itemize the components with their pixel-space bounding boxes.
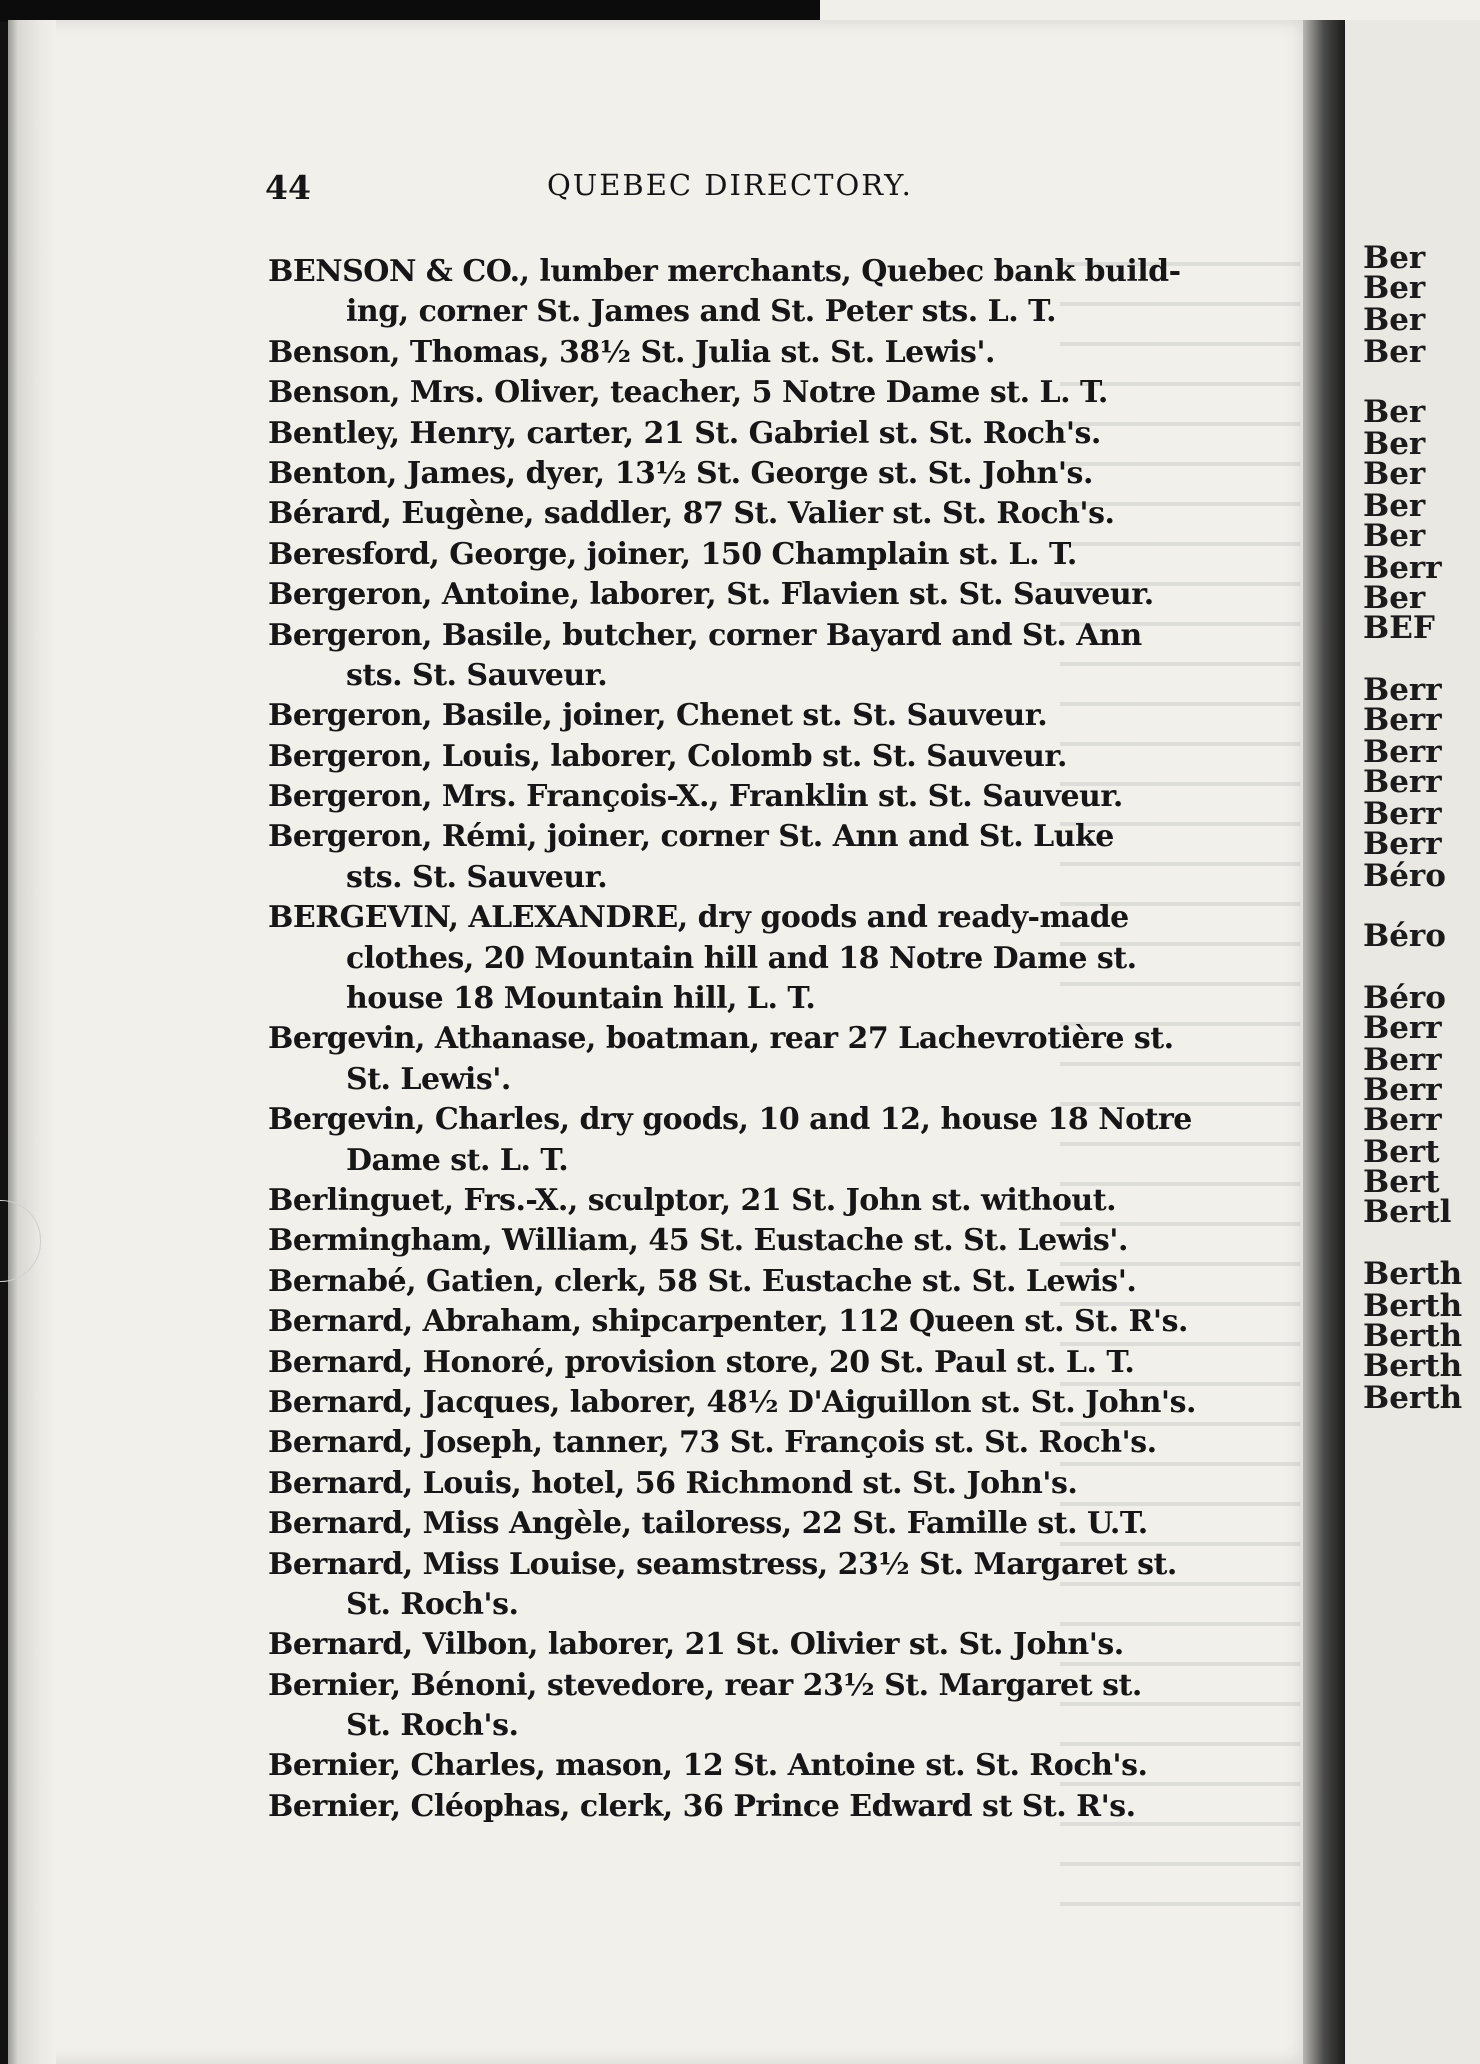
directory-entry — [268, 777, 1238, 817]
directory-entry — [268, 575, 1238, 615]
entry-line: Bernard, Louis, hotel, 56 Richmond st. St. John's. — [268, 1465, 1078, 1501]
entry-line: Bergeron, Antoine, laborer, St. Flavien st. St. Sauveur. — [268, 577, 1154, 613]
directory-entry — [268, 1504, 1238, 1544]
entry-line: Bermingham, William, 45 St. Eustache st. St. Lewis'. — [268, 1223, 1128, 1259]
adjacent-page — [1345, 20, 1480, 2064]
entry-line: Bernard, Miss Louise, seamstress, 23½ St. Margaret st. — [268, 1546, 1177, 1582]
entry-line: Benson, Thomas, 38½ St. Julia st. St. Lewis'. — [268, 334, 996, 370]
adjacent-page-fragment: Berth — [1363, 1318, 1463, 1354]
entry-line: Bergeron, Louis, laborer, Colomb st. St. Sauveur. — [268, 738, 1067, 774]
entry-continuation-line: St. Lewis'. — [346, 1061, 511, 1097]
entry-line: Benson, Mrs. Oliver, teacher, 5 Notre Dame st. L. T. — [268, 375, 1108, 411]
entry-line: Bernard, Honoré, provision store, 20 St. Paul st. L. T. — [268, 1344, 1135, 1380]
entry-continuation-line: house 18 Mountain hill, L. T. — [346, 981, 816, 1017]
entry-line: BENSON & CO., lumber merchants, Quebec bank build- — [268, 254, 1181, 289]
entry-continuation-line: sts. St. Sauveur. — [346, 657, 608, 693]
entry-line: Bergevin, Athanase, boatman, rear 27 Lachevrotière st. — [268, 1021, 1174, 1057]
entry-continuation-line: ing, corner St. James and St. Peter sts. L. T. — [346, 294, 1057, 330]
directory-entry — [268, 1625, 1238, 1665]
directory-entry — [268, 1100, 1238, 1181]
adjacent-page-fragment: Ber — [1363, 488, 1426, 524]
adjacent-page-fragment: Berr — [1363, 764, 1442, 800]
adjacent-page-fragment: Berth — [1363, 1380, 1463, 1416]
page-number: 44 — [265, 168, 311, 207]
entry-line: Bernard, Vilbon, laborer, 21 St. Olivier st. St. John's. — [268, 1627, 1124, 1663]
directory-entry — [268, 1746, 1238, 1786]
directory-entry — [268, 1262, 1238, 1302]
directory-entry — [268, 1787, 1238, 1827]
directory-entry — [268, 1221, 1238, 1261]
adjacent-page-fragment: Berth — [1363, 1256, 1463, 1292]
entry-line: Bernabé, Gatien, clerk, 58 St. Eustache st. St. Lewis'. — [268, 1263, 1137, 1299]
entry-line: Bergeron, Basile, joiner, Chenet st. St. Sauveur. — [268, 698, 1048, 734]
entry-line: Berlinguet, Frs.-X., sculptor, 21 St. John st. without. — [268, 1182, 1117, 1218]
entry-continuation-line: sts. St. Sauveur. — [346, 859, 608, 895]
entry-line: Bergeron, Mrs. François-X., Franklin st. St. Sauveur. — [268, 779, 1123, 815]
directory-entry — [268, 616, 1238, 697]
entry-continuation-line: clothes, 20 Mountain hill and 18 Notre Dame st. — [346, 940, 1137, 976]
directory-entry — [268, 252, 1238, 333]
directory-entry — [268, 1181, 1238, 1221]
entry-line: Bernard, Miss Angèle, tailoress, 22 St. Famille st. U.T. — [268, 1506, 1148, 1542]
adjacent-page-fragment: Berr — [1363, 672, 1442, 708]
adjacent-page-fragment: Berr — [1363, 702, 1442, 738]
directory-entry — [268, 494, 1238, 534]
entry-continuation-line: St. Roch's. — [346, 1708, 519, 1744]
entry-line: Bernier, Cléophas, clerk, 36 Prince Edward st St. R's. — [268, 1788, 1136, 1824]
directory-entry — [268, 1545, 1238, 1626]
adjacent-page-fragment: Berr — [1363, 1010, 1442, 1046]
adjacent-page-fragment: Béro — [1363, 918, 1446, 954]
entry-line: Bernard, Joseph, tanner, 73 St. François st. St. Roch's. — [268, 1425, 1157, 1461]
directory-entry — [268, 373, 1238, 413]
entry-line: Bernard, Jacques, laborer, 48½ D'Aiguillon st. St. John's. — [268, 1384, 1196, 1420]
adjacent-page-fragment: BEF — [1363, 610, 1435, 646]
directory-entry — [268, 414, 1238, 454]
page-edge-shadow — [8, 20, 56, 2064]
adjacent-page-fragment: Ber — [1363, 456, 1426, 492]
directory-entry — [268, 1019, 1238, 1100]
entry-line: Bernier, Charles, mason, 12 St. Antoine st. St. Roch's. — [268, 1748, 1148, 1784]
adjacent-page-fragment: Ber — [1363, 580, 1426, 616]
adjacent-page-fragment: Ber — [1363, 302, 1426, 338]
top-scan-border — [0, 0, 1480, 22]
adjacent-page-fragment: Ber — [1363, 426, 1426, 462]
directory-entry — [268, 333, 1238, 373]
entry-line: Bergeron, Rémi, joiner, corner St. Ann and St. Luke — [268, 819, 1114, 855]
entry-line: BERGEVIN, ALEXANDRE, dry goods and ready-made — [268, 900, 1129, 936]
directory-entry — [268, 535, 1238, 575]
adjacent-page-fragment: Berr — [1363, 1102, 1442, 1138]
directory-entry — [268, 1666, 1238, 1747]
entry-line: Bergevin, Charles, dry goods, 10 and 12, house 18 Notre — [268, 1102, 1192, 1138]
directory-entry — [268, 696, 1238, 736]
entry-line: Bentley, Henry, carter, 21 St. Gabriel st. St. Roch's. — [268, 415, 1101, 451]
adjacent-page-fragment: Berr — [1363, 796, 1442, 832]
entry-line: Bergeron, Basile, butcher, corner Bayard and St. Ann — [268, 617, 1142, 653]
entry-line: Benton, James, dyer, 13½ St. George st. St. John's. — [268, 455, 1093, 491]
adjacent-page-fragment: Berr — [1363, 1042, 1442, 1078]
directory-entry — [268, 1423, 1238, 1463]
adjacent-page-fragment: Bert — [1363, 1164, 1440, 1200]
entry-continuation-line: Dame st. L. T. — [346, 1142, 569, 1178]
directory-entry — [268, 1464, 1238, 1504]
adjacent-page-fragment: Ber — [1363, 240, 1426, 276]
directory-entry — [268, 898, 1238, 1019]
directory-entry — [268, 1302, 1238, 1342]
adjacent-page-fragment: Berr — [1363, 550, 1442, 586]
directory-entry — [268, 454, 1238, 494]
entry-continuation-line: St. Roch's. — [346, 1586, 519, 1622]
adjacent-page-fragment: Berr — [1363, 734, 1442, 770]
top-paper-tab — [820, 0, 1480, 22]
running-head: QUEBEC DIRECTORY. — [547, 168, 913, 202]
entry-line: Bérard, Eugène, saddler, 87 St. Valier st. St. Roch's. — [268, 496, 1115, 532]
adjacent-page-fragment: Ber — [1363, 394, 1426, 430]
adjacent-page-fragment: Béro — [1363, 980, 1446, 1016]
directory-entry — [268, 1343, 1238, 1383]
adjacent-page-fragment: Béro — [1363, 858, 1446, 894]
entry-line: Beresford, George, joiner, 150 Champlain st. L. T. — [268, 536, 1077, 572]
adjacent-page-fragment: Berr — [1363, 1072, 1442, 1108]
adjacent-page-fragment: Berr — [1363, 826, 1442, 862]
directory-entry — [268, 817, 1238, 898]
entry-line: Bernard, Abraham, shipcarpenter, 112 Queen st. St. R's. — [268, 1304, 1188, 1340]
adjacent-page-fragment: Ber — [1363, 334, 1426, 370]
adjacent-page-fragment: Bertl — [1363, 1194, 1452, 1230]
directory-entry — [268, 1383, 1238, 1423]
adjacent-page-fragment: Berth — [1363, 1288, 1463, 1324]
adjacent-page-fragment: Bert — [1363, 1134, 1440, 1170]
adjacent-page-fragment: Ber — [1363, 518, 1426, 554]
adjacent-page-fragment: Ber — [1363, 270, 1426, 306]
entry-line: Bernier, Bénoni, stevedore, rear 23½ St. Margaret st. — [268, 1667, 1142, 1703]
adjacent-page-fragment: Berth — [1363, 1348, 1463, 1384]
book-spine — [1303, 20, 1345, 2064]
directory-entry — [268, 737, 1238, 777]
directory-entries — [268, 252, 1238, 1827]
